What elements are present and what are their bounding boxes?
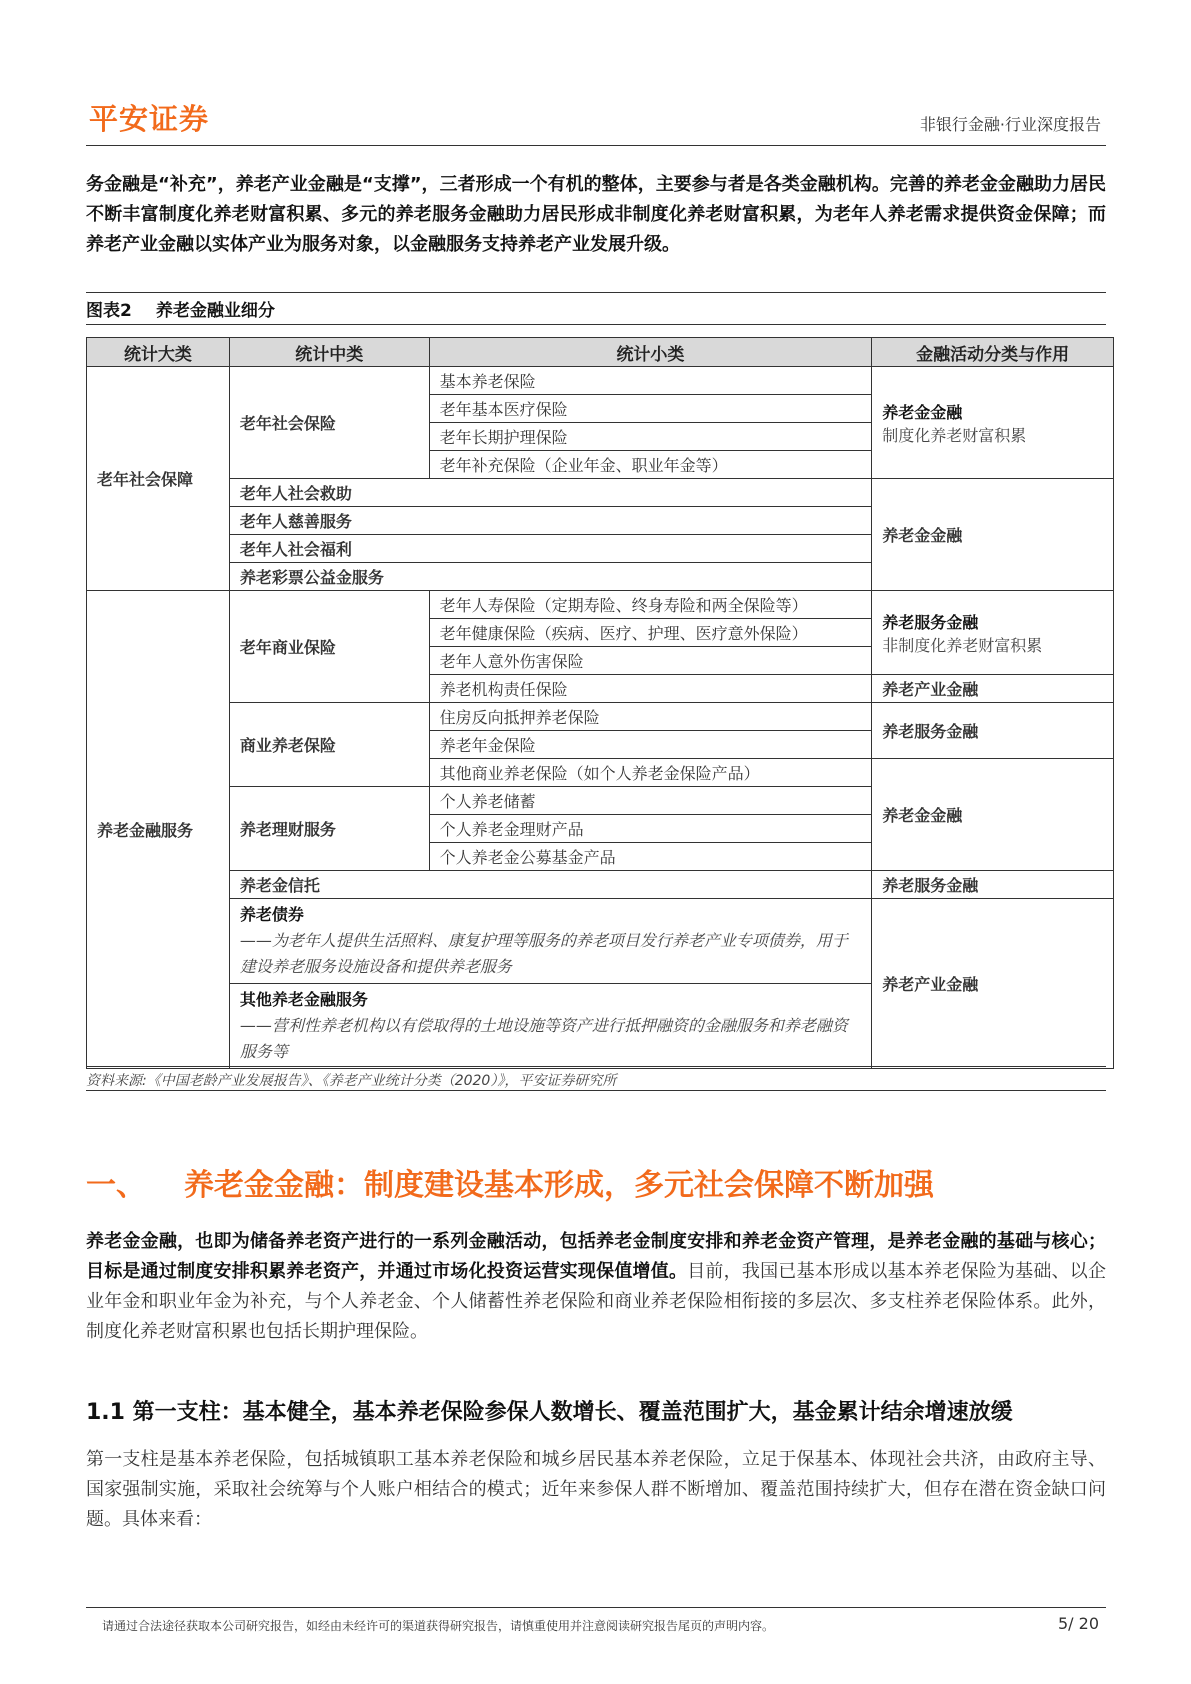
column-header: 金融活动分类与作用	[872, 338, 1114, 367]
table-row	[87, 899, 1114, 984]
mid-category-cell	[229, 899, 871, 984]
mid-category-cell: 老年人社会救助	[229, 479, 871, 507]
figure-top-rule	[86, 292, 1106, 293]
sub-category-cell: 基本养老保险	[429, 367, 872, 395]
figure-name: 养老金融业细分	[155, 301, 275, 321]
table-row	[87, 871, 1114, 899]
section-paragraph	[86, 1227, 1106, 1347]
figure-bottom-rule	[86, 1066, 1106, 1067]
mid-category-cell: 养老理财服务	[229, 787, 429, 871]
finance-type-cell: 养老金金融	[872, 759, 1114, 871]
intro-paragraph	[86, 170, 1106, 260]
mid-category-cell: 老年人慈善服务	[229, 507, 871, 535]
table-row	[87, 367, 1114, 395]
mid-category-cell: 商业养老保险	[229, 703, 429, 787]
finance-role: 非制度化养老财富积累	[882, 635, 1043, 655]
column-header: 统计中类	[229, 338, 429, 367]
finance-type-cell: 养老产业金融	[872, 675, 1114, 703]
other-service-description: ——营利性养老机构以有偿取得的土地设施等资产进行抵押融资的金融服务和养老融资服务等	[239, 1016, 848, 1061]
company-logo: 平安证券	[89, 102, 210, 136]
other-service-title: 其他养老金融服务	[239, 990, 368, 1009]
sub-category-cell: 老年补充保险（企业年金、职业年金等）	[429, 451, 872, 479]
figure-label: 图表2	[86, 301, 132, 321]
category-cell: 老年社会保障	[87, 367, 230, 591]
source-rule	[86, 1090, 1106, 1091]
page-number: 5/ 20	[1057, 1614, 1099, 1633]
finance-type: 养老金金融	[882, 402, 963, 422]
header-divider	[86, 145, 1106, 146]
finance-type-cell: 养老服务金融	[872, 871, 1114, 899]
sub-category-cell: 个人养老金公募基金产品	[429, 843, 872, 871]
finance-role: 制度化养老财富积累	[882, 425, 1027, 445]
figure-source: 资料来源:《中国老龄产业发展报告》、《养老产业统计分类（2020）》，平安证券研究所	[86, 1073, 617, 1089]
section-paragraph-bold: 养老金金融，也即为储备养老资产进行的一系列金融活动，包括养老金制度安排和养老金资产管理，是养老金融的基础与核心；目标是通过制度安排积累养老资产，并通过市场化投资运营实现保值增值。	[86, 1231, 1106, 1282]
sub-category-cell: 养老机构责任保险	[429, 675, 872, 703]
mid-category-cell: 老年社会保险	[229, 367, 429, 479]
figure-title	[86, 296, 299, 321]
bond-description: ——为老年人提供生活照料、康复护理等服务的养老项目发行养老产业专项债券，用于建设养老服务设施设备和提供养老服务	[239, 931, 848, 976]
figure-title-rule	[86, 324, 1106, 325]
sub-category-cell: 住房反向抵押养老保险	[429, 703, 872, 731]
section-heading	[86, 1160, 934, 1204]
sub-category-cell: 其他商业养老保险（如个人养老金保险产品）	[429, 759, 872, 787]
sub-category-cell: 老年人意外伤害保险	[429, 647, 872, 675]
bond-title: 养老债券	[239, 905, 304, 924]
mid-category-cell: 老年人社会福利	[229, 535, 871, 563]
category-cell: 养老金融服务	[87, 591, 230, 1069]
subsection-heading: 1.1 第一支柱：基本健全，基本养老保险参保人数增长、覆盖范围扩大，基金累计结余增速放缓	[86, 1400, 1013, 1425]
section-number: 一、	[86, 1168, 146, 1203]
finance-type: 养老服务金融	[882, 612, 979, 632]
footer-note: 请通过合法途径获取本公司研究报告，如经由未经许可的渠道获得研究报告，请慎重使用并注意阅读研究报告尾页的声明内容。	[102, 1619, 775, 1633]
mid-category-cell: 养老彩票公益金服务	[229, 563, 871, 591]
finance-type-cell: 养老产业金融	[872, 899, 1114, 1069]
table-row	[87, 591, 1114, 619]
finance-role-cell	[872, 367, 1114, 479]
section-paragraph-text: 目前，我国已基本形成以基本养老保险为基础、以企业年金和职业年金为补充，与个人养老金、个人储蓄性养老保险和商业养老保险相衔接的多层次、多支柱养老保险体系。此外，制度化养老财富积累也包括长期护理保险。	[86, 1261, 1107, 1342]
section-title: 养老金金融：制度建设基本形成，多元社会保障不断加强	[184, 1168, 934, 1203]
mid-category-cell	[229, 984, 871, 1069]
finance-type-cell: 养老金金融	[872, 479, 1114, 591]
table-row	[87, 479, 1114, 507]
footer-divider	[86, 1607, 1106, 1608]
sub-category-cell: 老年健康保险（疾病、医疗、护理、医疗意外保险）	[429, 619, 872, 647]
finance-type-cell: 养老服务金融	[872, 703, 1114, 759]
subsection-paragraph: 第一支柱是基本养老保险，包括城镇职工基本养老保险和城乡居民基本养老保险，立足于保基本、体现社会共济，由政府主导、国家强制实施，采取社会统筹与个人账户相结合的模式；近年来参保人群不断增加、覆盖范围持续扩大，但存在潜在资金缺口问题。具体来看：	[86, 1449, 1106, 1530]
pension-finance-table	[86, 337, 1114, 1069]
sub-category-cell: 个人养老储蓄	[429, 787, 872, 815]
report-type: 非银行金融·行业深度报告	[919, 115, 1101, 134]
sub-category-cell: 老年人寿保险（定期寿险、终身寿险和两全保险等）	[429, 591, 872, 619]
table-row	[87, 703, 1114, 731]
column-header: 统计小类	[429, 338, 872, 367]
mid-category-cell: 养老金信托	[229, 871, 871, 899]
column-header: 统计大类	[87, 338, 230, 367]
sub-category-cell: 养老年金保险	[429, 731, 872, 759]
sub-category-cell: 老年长期护理保险	[429, 423, 872, 451]
sub-category-cell: 老年基本医疗保险	[429, 395, 872, 423]
intro-paragraph-text: 务金融是“补充”，养老产业金融是“支撑”，三者形成一个有机的整体，主要参与者是各类金融机构。完善的养老金金融助力居民不断丰富制度化养老财富积累、多元的养老服务金融助力居民形成非制度化养老财富积累，为老年人养老需求提供资金保障；而养老产业金融以实体产业为服务对象，以金融服务支持养老产业发展升级。	[86, 174, 1106, 255]
table-header-row	[87, 338, 1114, 367]
mid-category-cell: 老年商业保险	[229, 591, 429, 703]
finance-role-cell	[872, 591, 1114, 675]
sub-category-cell: 个人养老金理财产品	[429, 815, 872, 843]
